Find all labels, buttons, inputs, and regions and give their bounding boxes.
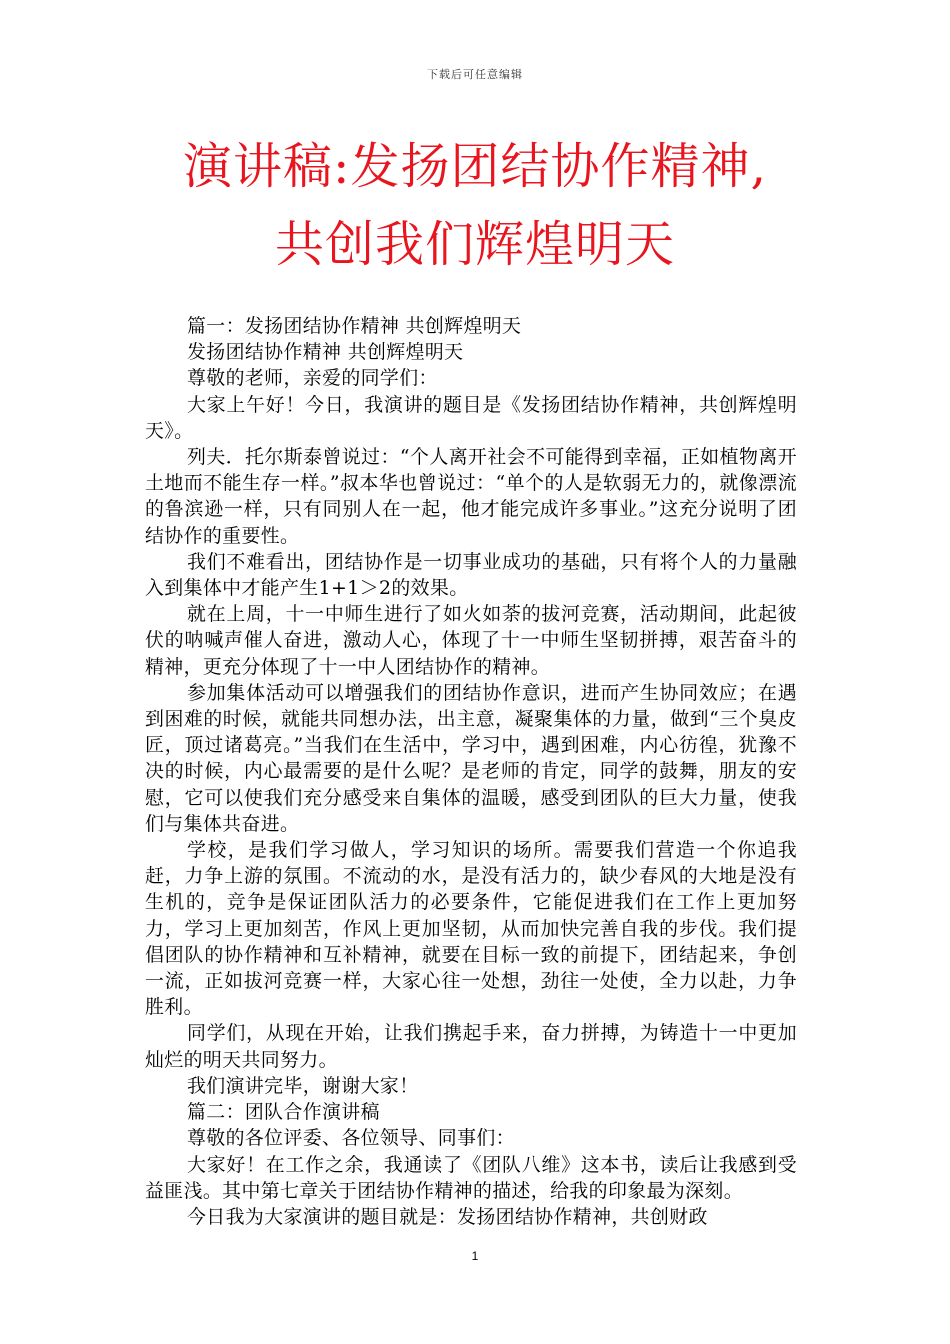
document-title xyxy=(110,128,840,284)
title-line-1: 演讲稿:发扬团结协作精神, xyxy=(182,138,768,195)
closing-line: 我们演讲完毕，谢谢大家！ xyxy=(187,1074,419,1097)
salutation: 尊敬的各位评委、各位领导、同事们： xyxy=(187,1127,515,1150)
page-number: 1 xyxy=(471,1249,479,1263)
paragraph: 今日我为大家演讲的题目就是：发扬团结协作精神，共创财政 xyxy=(187,1205,708,1228)
section-heading: 篇一：发扬团结协作精神 共创辉煌明天 xyxy=(187,315,522,337)
paragraph: 学校，是我们学习做人，学习知识的场所。需要我们营造一个你追我赶，力争上游的氛围。不流动的水，是没有活力的，缺少春风的大地是没有生机的，竞争是保证团队活力的必要条件，它能促进我们在工作上更加努力，学习上更加刻苦，作风上更加坚韧，从而加快完善自我的步伐。我们提倡团队的协作精神和互补精神，就要在目标一致的前提下，团结起来，争创一流，正如拔河竞赛一样，大家心往一处想，劲往一处使，全力以赴，力争胜利。 xyxy=(145,839,797,1019)
document-body xyxy=(145,313,797,1230)
header-note: 下载后可任意编辑 xyxy=(427,68,523,81)
paragraph: 我们不难看出，团结协作是一切事业成功的基础，只有将个人的力量融入到集体中才能产生1+1＞2的效果。 xyxy=(145,550,797,600)
title-line-2: 共创我们辉煌明天 xyxy=(274,216,675,273)
salutation: 尊敬的老师，亲爱的同学们： xyxy=(187,367,438,390)
speech-title: 发扬团结协作精神 共创辉煌明天 xyxy=(187,341,464,364)
paragraph: 大家好！在工作之余，我通读了《团队八维》这本书，读后让我感到受益匪浅。其中第七章关于团结协作精神的描述，给我的印象最为深刻。 xyxy=(145,1153,797,1202)
paragraph: 列夫．托尔斯泰曾说过：“个人离开社会不可能得到幸福，正如植物离开土地而不能生存一样。”叔本华也曾说过：“单个的人是软弱无力的，就像漂流的鲁滨逊一样，只有同别人在一起，他才能完成许多事业。”这充分说明了团结协作的重要性。 xyxy=(145,446,797,547)
section-heading: 篇二：团队合作演讲稿 xyxy=(187,1101,380,1124)
paragraph: 参加集体活动可以增强我们的团结协作意识，进而产生协同效应；在遇到困难的时候，就能共同想办法，出主意，凝聚集体的力量，做到“三个臭皮匠，顶过诸葛亮。”当我们在生活中，学习中，遇到困难，内心彷徨，犹豫不决的时候，内心最需要的是什么呢？是老师的肯定，同学的鼓舞，朋友的安慰，它可以使我们充分感受来自集体的温暖，感受到团队的巨大力量，使我们与集体共奋进。 xyxy=(145,681,797,835)
paragraph: 就在上周，十一中师生进行了如火如荼的拔河竞赛，活动期间，此起彼伏的呐喊声催人奋进，激动人心，体现了十一中师生坚韧拼搏，艰苦奋斗的精神，更充分体现了十一中人团结协作的精神。 xyxy=(145,603,797,678)
paragraph: 大家上午好！今日，我演讲的题目是《发扬团结协作精神，共创辉煌明天》。 xyxy=(145,393,797,442)
paragraph: 同学们，从现在开始，让我们携起手来，奋力拼搏，为铸造十一中更加灿烂的明天共同努力。 xyxy=(145,1022,797,1071)
